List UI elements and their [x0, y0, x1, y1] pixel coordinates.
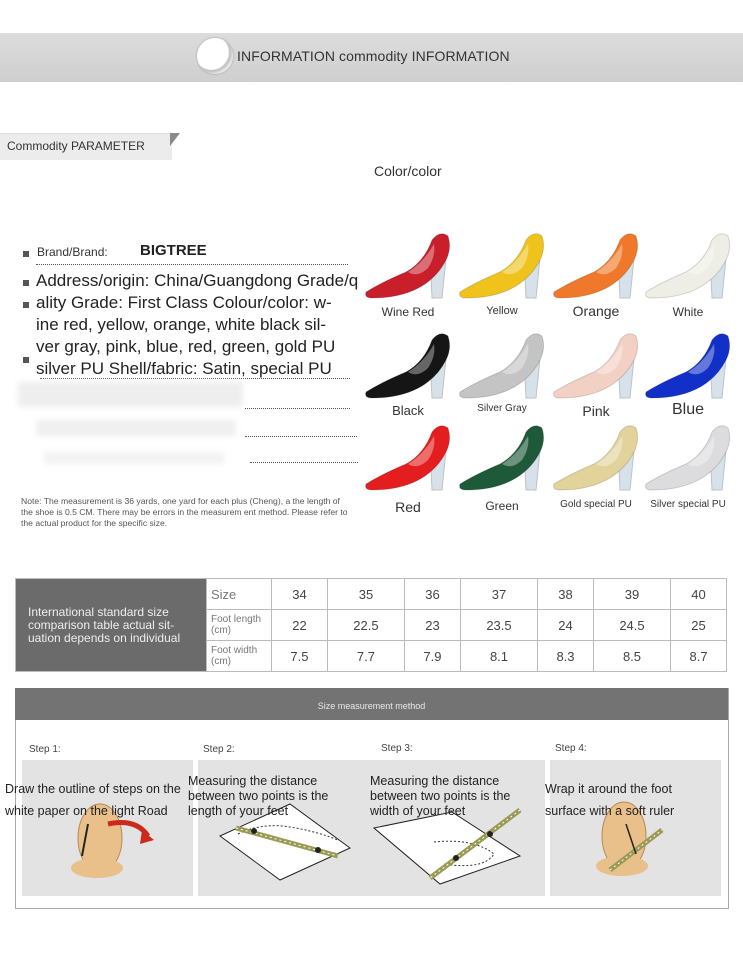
- table-row: [16, 579, 727, 610]
- blurred-text: [18, 382, 243, 407]
- details-line: Address/origin: China/Guangdong Grade/q: [36, 271, 359, 290]
- size-cell: 39: [593, 579, 670, 610]
- size-header: Size: [207, 579, 272, 610]
- color-label: Orange: [572, 303, 620, 319]
- size-cell: 37: [460, 579, 537, 610]
- shoe-silver-special-pu-icon: [642, 420, 734, 496]
- step-text: Measuring the distance between two points is the length of your feet: [188, 774, 329, 818]
- shoe-white-icon: [642, 228, 734, 304]
- size-cell: 38: [538, 579, 594, 610]
- shoe-black-icon: [362, 328, 454, 404]
- blurred-text: [36, 420, 236, 436]
- width-cell: 8.7: [671, 641, 727, 672]
- length-cell: 23.5: [460, 610, 537, 641]
- size-cell: 40: [671, 579, 727, 610]
- length-cell: 24.5: [593, 610, 670, 641]
- color-heading: Color/color: [374, 163, 442, 179]
- color-label: Wine Red: [381, 305, 435, 319]
- color-label: White: [672, 305, 704, 319]
- length-cell: 22.5: [327, 610, 404, 641]
- measurement-note: Note: The measurement is 36 yards, one yard for each plus (Cheng), a the length of the shoe is 0.5 CM. There may be errors in the measurem ent method. Please refer to the actual product for the specific size.: [21, 496, 348, 528]
- step-text: Draw the outline of steps on the white paper on the light Road: [5, 782, 181, 818]
- shoe-red-icon: [362, 420, 454, 496]
- details-line: ality Grade: First Class Colour/color: w-: [36, 293, 332, 312]
- size-table-label: International standard size comparison table actual sit-uation depends on individual: [16, 579, 207, 672]
- length-cell: 22: [272, 610, 328, 641]
- color-label: Pink: [582, 403, 610, 419]
- color-label: Red: [395, 499, 421, 515]
- shoe-silver-gray-icon: [456, 328, 548, 404]
- color-label: Black: [392, 403, 424, 418]
- width-cell: 8.1: [460, 641, 537, 672]
- color-label: Yellow: [486, 305, 518, 317]
- size-cell: 34: [272, 579, 328, 610]
- color-label: Green: [485, 499, 519, 513]
- circle-ornament-icon: [197, 38, 233, 74]
- color-label: Silver Gray: [477, 403, 527, 414]
- color-label: Silver special PU: [650, 499, 726, 510]
- section-title: INFORMATION commodity INFORMATION: [237, 48, 510, 64]
- size-cell: 36: [405, 579, 461, 610]
- shoe-pink-icon: [550, 328, 642, 404]
- bullet-icon: [23, 302, 29, 308]
- product-details: [36, 270, 376, 380]
- step-label: Step 3:: [381, 743, 413, 754]
- width-cell: 7.7: [327, 641, 404, 672]
- blurred-text: [44, 452, 224, 464]
- shoe-wine-red-icon: [362, 228, 454, 304]
- details-line: ver gray, pink, blue, red, green, gold PU: [36, 337, 336, 356]
- width-cell: 8.3: [538, 641, 594, 672]
- color-label: Blue: [671, 401, 705, 418]
- bullet-icon: [23, 357, 29, 363]
- brand-value: BIGTREE: [140, 242, 207, 259]
- width-cell: 8.5: [593, 641, 670, 672]
- brand-label: Brand/Brand:: [37, 245, 108, 259]
- divider: [36, 264, 348, 265]
- details-line: ine red, yellow, orange, white black sil-: [36, 315, 327, 334]
- details-line: silver PU Shell/fabric: Satin, special PU: [36, 359, 332, 378]
- step-label: Step 2:: [203, 744, 235, 755]
- shoe-green-icon: [456, 420, 548, 496]
- divider: [245, 436, 357, 437]
- step-label: Step 1:: [29, 744, 61, 755]
- step-text: Measuring the distance between two points is the width of your feet: [370, 774, 511, 818]
- divider: [245, 408, 350, 409]
- length-cell: 23: [405, 610, 461, 641]
- size-cell: 35: [327, 579, 404, 610]
- size-table: [15, 578, 727, 672]
- width-cell: 7.5: [272, 641, 328, 672]
- color-label: Gold special PU: [560, 499, 632, 510]
- foot-width-header: Foot width (cm): [207, 641, 272, 672]
- tab-corner-icon: [170, 133, 180, 146]
- step-label: Step 4:: [555, 743, 587, 754]
- step-text: Wrap it around the foot surface with a soft ruler: [545, 782, 675, 818]
- parameter-tab-label: Commodity PARAMETER: [7, 139, 145, 153]
- shoe-gold-special-pu-icon: [550, 420, 642, 496]
- length-cell: 25: [671, 610, 727, 641]
- divider: [40, 378, 350, 379]
- shoe-yellow-icon: [456, 228, 548, 304]
- bullet-icon: [23, 280, 29, 286]
- divider: [250, 462, 358, 463]
- foot-length-header: Foot length (cm): [207, 610, 272, 641]
- width-cell: 7.9: [405, 641, 461, 672]
- shoe-blue-icon: [642, 328, 734, 404]
- method-title: Size measurement method: [317, 701, 426, 711]
- length-cell: 24: [538, 610, 594, 641]
- bullet-icon: [23, 251, 29, 257]
- shoe-orange-icon: [550, 228, 642, 304]
